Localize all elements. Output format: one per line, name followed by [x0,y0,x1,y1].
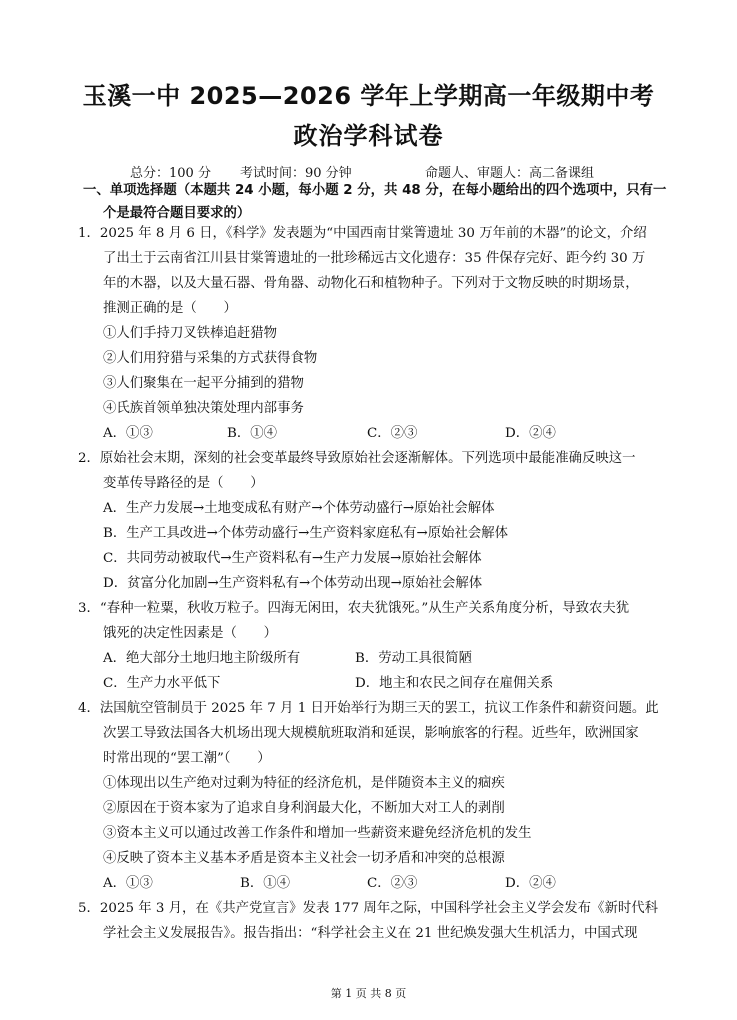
question-1-item: ②人们用狩猎与采集的方式获得食物 [103,351,318,366]
question-3-option-c: C．生产力水平低下 [103,676,221,691]
question-3-line: 3．“春种一粒粟，秋收万粒子。四海无闲田，农夫犹饿死。”从生产关系角度分析，导致农夫犹 [78,601,630,616]
question-3-line: 饿死的决定性因素是（ ） [103,626,278,641]
question-1-option-a: A．①③ [103,426,153,441]
question-1-line: 1．2025 年 8 月 6 日，《科学》发表题为“中国西南甘棠箐遗址 30 万年前的木器”的论文，介绍 [78,226,647,241]
question-4-line: 次罢工导致法国各大机场出现大规模航班取消和延误，影响旅客的行程。近些年，欧洲国家 [103,726,639,741]
question-4-option-c: C．②③ [367,876,418,891]
question-2-option-b: B．生产工具改进→个体劳动盛行→生产资料家庭私有→原始社会解体 [103,526,509,541]
question-4-item: ①体现出以生产绝对过剩为特征的经济危机，是伴随资本主义的痼疾 [103,776,505,791]
question-3-option-d: D．地主和农民之间存在雇佣关系 [355,676,554,691]
question-2-option-c: C．共同劳动被取代→生产资料私有→生产力发展→原始社会解体 [103,551,482,566]
question-2-line: 变革传导路径的是（ ） [103,476,264,491]
question-2-option-a: A．生产力发展→土地变成私有财产→个体劳动盛行→原始社会解体 [103,501,495,516]
question-1-line: 年的木器，以及大量石器、骨角器、动物化石和植物种子。下列对于文物反映的时期场景， [103,276,639,291]
question-1-line: 推测正确的是（ ） [103,301,237,316]
question-4-option-a: A．①③ [103,876,153,891]
question-4-line: 时常出现的“罢工潮”（ ） [103,751,271,766]
question-1-option-b: B．①④ [227,426,278,441]
question-1-item: ③人们聚集在一起平分捕到的猎物 [103,376,304,391]
page-number: 第 1 页 共 8 页 [330,987,407,1000]
exam-duration: 考试时间：90 分钟 [240,166,352,181]
question-2-option-d: D．贫富分化加剧→生产资料私有→个体劳动出现→原始社会解体 [103,576,483,591]
question-1-item: ④氏族首领单独决策处理内部事务 [103,401,304,416]
exam-title: 玉溪一中 2025—2026 学年上学期高一年级期中考 [82,82,655,110]
question-3-option-b: B．劳动工具很简陋 [355,651,472,666]
section-heading-cont: 个是最符合题目要求的） [103,206,251,221]
question-4-item: ④反映了资本主义基本矛盾是资本主义社会一切矛盾和冲突的总根源 [103,851,505,866]
question-4-item: ②原因在于资本家为了追求自身利润最大化，不断加大对工人的剥削 [103,801,505,816]
question-4-option-b: B．①④ [240,876,291,891]
question-5-line: 5．2025 年 3 月，在《共产党宣言》发表 177 周年之际，中国科学社会主义学会发布《新时代科 [78,901,659,916]
question-1-line: 了出土于云南省江川县甘棠箐遗址的一批珍稀远古文化遗存：35 件保存完好、距今约 30 万 [103,251,646,266]
question-2-line: 2．原始社会末期，深刻的社会变革最终导致原始社会逐渐解体。下列选项中最能准确反映这一 [78,451,636,466]
question-5-line: 学社会主义发展报告》。报告指出：“科学社会主义在 21 世纪焕发强大生机活力，中国式现 [103,926,638,941]
question-4-line: 4．法国航空管制员于 2025 年 7 月 1 日开始举行为期三天的罢工，抗议工作条件和薪资问题。此 [78,701,659,716]
total-score: 总分：100 分 [130,166,211,181]
question-4-option-d: D．②④ [505,876,556,891]
question-1-option-d: D．②④ [505,426,556,441]
question-1-option-c: C．②③ [367,426,418,441]
question-3-option-a: A．绝大部分土地归地主阶级所有 [103,651,301,666]
exam-subtitle: 政治学科试卷 [293,122,444,150]
setter-info: 命题人、审题人：高二备课组 [425,166,595,181]
question-1-item: ①人们手持刀叉铁棒追赶猎物 [103,326,278,341]
section-heading: 一、单项选择题（本题共 24 小题，每小题 2 分，共 48 分，在每小题给出的四个选项中，只有一 [83,183,667,198]
question-4-item: ③资本主义可以通过改善工作条件和增加一些薪资来避免经济危机的发生 [103,826,532,841]
